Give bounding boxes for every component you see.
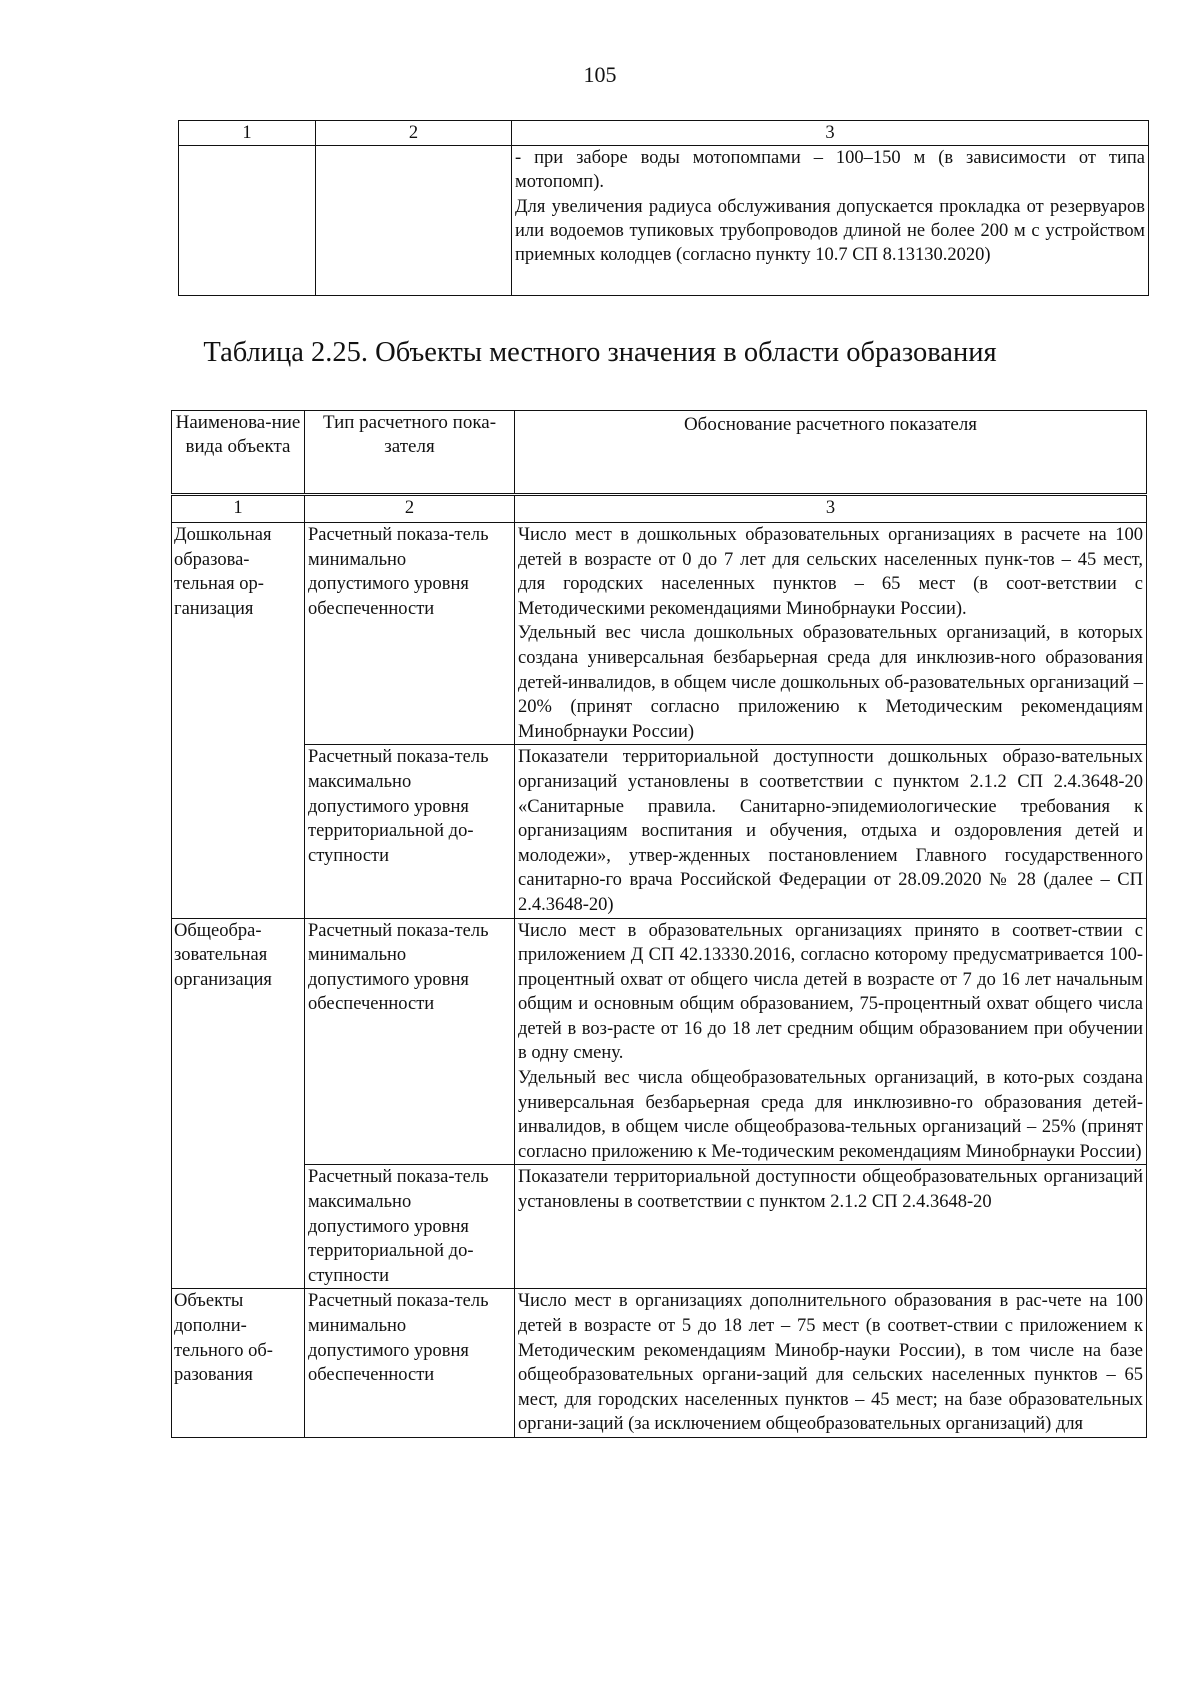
table-header-row [172, 411, 1147, 495]
indicator-type-cell: Расчетный показа-тель максимально допустимого уровня территориальной до-ступности [305, 1165, 515, 1289]
table-row [172, 745, 1147, 918]
header-object-type: Наименова-ние вида объекта [172, 411, 305, 495]
column-number-2: 2 [305, 495, 515, 523]
paragraph: Для увеличения радиуса обслуживания допускается прокладка от резервуаров или водоемов тупиковых трубопроводов длиной не более 200 м с устройством приемных колодцев (согласно пункту 10.7 СП 8.13130.2020) [515, 196, 1145, 266]
justification-cell [515, 745, 1147, 918]
indicator-type-cell: Расчетный показа-тель минимально допустимого уровня обеспеченности [305, 918, 515, 1165]
column-number-3: 3 [515, 495, 1147, 523]
paragraph: Число мест в организациях дополнительного образования в рас-чете на 100 детей в возрасте от 5 до 18 лет – 75 мест (в соответ-ствии с приложением к Методическим рекомендациям Минобр-науки России), в том числе на базе общеобразовательных органи-заций для сельских населенных пунктов – 65 мест, для городских населенных пунктов – 45 мест; на базе образовательных органи-заций (за исключением общеобразовательных организаций) для [518, 1291, 1143, 1435]
paragraph: Число мест в дошкольных образовательных организациях в расчете на 100 детей в возрасте от 0 до 7 лет для сельских населенных пунк-тов – 45 мест, для городских населенных пунктов – 65 мест (в соот-ветствии с Методическими рекомендациями Минобрнауки России). [518, 525, 1143, 619]
paragraph: Показатели территориальной доступности дошкольных образо-вательных организаций установлены в соответствии с пунктом 2.1.2 СП 2.4.3648-20 «Санитарные правила. Санитарно-эпидемиологические требования к организациям воспитания и обучения, отдыха и оздоровления детей и молодежи», утвер-жденных постановлением Главного государственного санитарно-го врача Российской Федерации от 28.09.2020 № 28 (далее – СП 2.4.3648-20) [518, 747, 1143, 915]
justification-cell [515, 1165, 1147, 1289]
header-indicator-type: Тип расчетного пока-зателя [305, 411, 515, 495]
object-name-cell: Объекты дополни-тельного об-разования [172, 1289, 305, 1438]
table-row [172, 1165, 1147, 1289]
paragraph: Число мест в образовательных организациях принято в соответ-ствии с приложением Д СП 42.13330.2016, согласно которому предусматривается 100-процентный охват от общего числа детей в возрасте от 7 до 16 лет начальным общим и основным общим образованием, 75-процентный охват общего числа детей в воз-расте от 16 до 18 лет средним общим образованием при обучении в одну смену. [518, 920, 1143, 1064]
table-cell [316, 146, 512, 296]
paragraph: Удельный вес числа дошкольных образовательных организаций, в которых создана универсальная безбарьерная среда для инклюзив-ного образования детей-инвалидов, в общем числе дошкольных об-разовательных организаций – 20% (принят согласно приложению к Методическим рекомендациям Минобрнауки России) [518, 623, 1143, 742]
table-header-row [179, 121, 1149, 146]
column-number-3: 3 [512, 121, 1149, 146]
table-row [179, 146, 1149, 296]
paragraph: - при заборе воды мотопомпами – 100–150 м (в зависимости от типа мотопомп). [515, 148, 1145, 193]
justification-cell [515, 523, 1147, 745]
justification-cell [515, 1289, 1147, 1438]
object-name-cell [172, 1165, 305, 1289]
indicator-type-cell: Расчетный показа-тель максимально допустимого уровня территориальной до-ступности [305, 745, 515, 918]
paragraph: Удельный вес числа общеобразовательных организаций, в кото-рых создана универсальная безбарьерная среда для инклюзивно-го образования детей-инвалидов, в общем числе общеобразова-тельных организаций – 25% (принят согласно приложению к Ме-тодическим рекомендациям Минобрнауки России) [518, 1068, 1143, 1162]
column-numbers-row [172, 495, 1147, 523]
justification-cell [515, 918, 1147, 1165]
column-number-1: 1 [179, 121, 316, 146]
table-row [172, 1289, 1147, 1438]
table-row [172, 523, 1147, 745]
object-name-cell: Общеобра-зовательная организация [172, 918, 305, 1165]
paragraph: Показатели территориальной доступности общеобразовательных организаций установлены в соответствии с пунктом 2.1.2 СП 2.4.3648-20 [518, 1167, 1143, 1213]
education-objects-table [171, 410, 1147, 1438]
continuation-table [178, 120, 1149, 296]
indicator-type-cell: Расчетный показа-тель минимально допустимого уровня обеспеченности [305, 1289, 515, 1438]
indicator-type-cell: Расчетный показа-тель минимально допустимого уровня обеспеченности [305, 523, 515, 745]
page-number: 105 [583, 62, 617, 87]
table-row [172, 918, 1147, 1165]
object-name-cell: Дошкольная образова-тельная ор-ганизация [172, 523, 305, 745]
header-justification: Обоснование расчетного показателя [515, 411, 1147, 495]
column-number-1: 1 [172, 495, 305, 523]
column-number-2: 2 [316, 121, 512, 146]
table-cell [179, 146, 316, 296]
table-caption: Таблица 2.25. Объекты местного значения в области образования [203, 337, 997, 368]
object-name-cell [172, 745, 305, 918]
table-cell [512, 146, 1149, 296]
